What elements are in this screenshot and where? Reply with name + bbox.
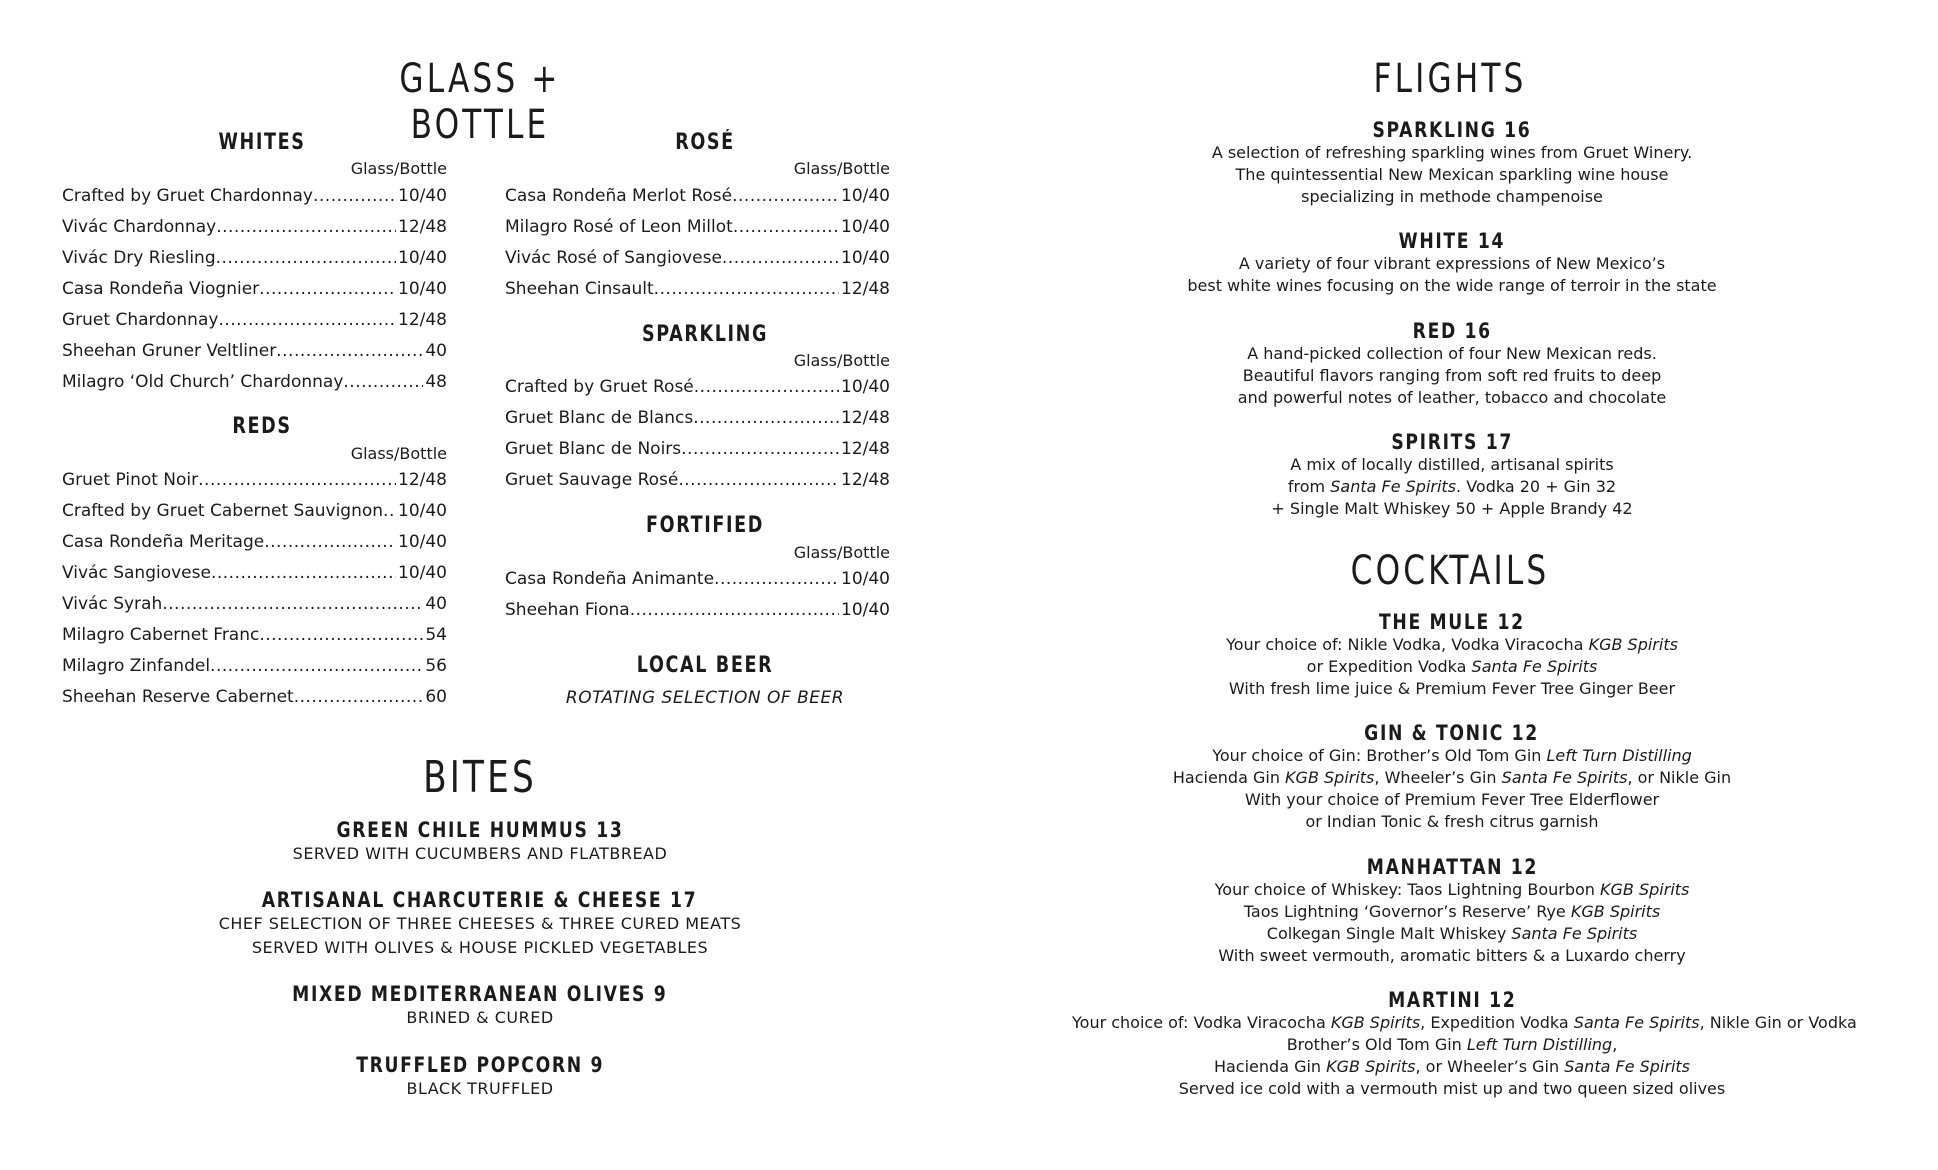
wine-name: Sheehan Fiona	[505, 600, 630, 620]
dot-leader	[343, 372, 423, 392]
wine-row	[505, 279, 890, 310]
menu-item-description: specializing in methode champenoise	[1301, 187, 1603, 206]
wine-row	[62, 279, 447, 310]
wine-row	[62, 248, 447, 279]
wine-name: Crafted by Gruet Cabernet Sauvignon	[62, 501, 384, 521]
wine-name: Vivác Chardonnay	[62, 217, 217, 237]
wine-name: Gruet Blanc de Blancs	[505, 408, 694, 428]
menu-item-description: Your choice of Whiskey: Taos Lightning Bourbon KGB Spirits	[1214, 880, 1690, 899]
menu-item-title: MANHATTAN 12	[1366, 855, 1538, 879]
wine-row	[62, 687, 447, 718]
wine-name: Casa Rondeña Viognier	[62, 279, 260, 299]
wine-name: Vivác Sangiovese	[62, 563, 211, 583]
wine-row	[62, 501, 447, 532]
wine-price: 10/40	[841, 248, 890, 268]
wine-name: Milagro Zinfandel	[62, 656, 211, 676]
menu-item-description: A mix of locally distilled, artisanal spirits	[1290, 455, 1614, 474]
menu-item-title: THE MULE 12	[1379, 610, 1525, 634]
dot-leader	[678, 470, 839, 490]
wine-price: 60	[425, 687, 447, 707]
whites-list	[62, 186, 447, 403]
sparkling-glass-bottle-label: Glass/Bottle	[793, 351, 890, 370]
wine-price: 12/48	[841, 439, 890, 459]
wine-name: Casa Rondeña Merlot Rosé	[505, 186, 733, 206]
dot-leader	[211, 563, 396, 583]
dot-leader	[383, 501, 396, 521]
menu-item-title: SPARKLING 16	[1372, 118, 1532, 142]
wine-price: 56	[425, 656, 447, 676]
dot-leader	[216, 217, 396, 237]
menu-item-gin-tonic	[1072, 721, 1832, 833]
flights-title: FLIGHTS	[1373, 56, 1527, 102]
wine-price: 12/48	[841, 470, 890, 490]
menu-item-sparkling	[1072, 118, 1832, 208]
wine-price: 10/40	[398, 563, 447, 583]
wine-price: 10/40	[398, 532, 447, 552]
dot-leader	[681, 439, 839, 459]
wine-row	[505, 600, 890, 631]
menu-item-title: RED 16	[1412, 319, 1492, 343]
wine-price: 10/40	[841, 377, 890, 397]
reds-heading: REDS	[232, 414, 292, 439]
menu-item-description: CHEF SELECTION OF THREE CHEESES & THREE CURED MEATS	[218, 914, 742, 933]
wine-row	[505, 569, 890, 600]
wine-row	[62, 563, 447, 594]
wine-name: Milagro Rosé of Leon Millot	[505, 217, 733, 237]
dot-leader	[259, 625, 423, 645]
wine-name: Crafted by Gruet Rosé	[505, 377, 694, 397]
menu-item-description: or Expedition Vodka Santa Fe Spirits	[1306, 657, 1598, 676]
dot-leader	[216, 248, 396, 268]
wine-row	[62, 625, 447, 656]
menu-item-description: Hacienda Gin KGB Spirits, or Wheeler’s Gin Santa Fe Spirits	[1213, 1057, 1691, 1076]
wine-row	[62, 186, 447, 217]
wine-name: Sheehan Gruner Veltliner	[62, 341, 277, 361]
wine-price: 10/40	[841, 186, 890, 206]
dot-leader	[162, 594, 423, 614]
wine-price: 10/40	[398, 248, 447, 268]
wine-price: 48	[425, 372, 447, 392]
menu-item-description: or Indian Tonic & fresh citrus garnish	[1305, 812, 1599, 831]
cocktails-title: COCKTAILS	[1350, 548, 1550, 594]
wine-row	[62, 470, 447, 501]
wine-name: Sheehan Reserve Cabernet	[62, 687, 294, 707]
wine-row	[62, 594, 447, 625]
menu-item-description: Your choice of: Nikle Vodka, Vodka Viracocha KGB Spirits	[1226, 635, 1678, 654]
dot-leader	[276, 341, 423, 361]
menu-item-green-chile-hummus	[100, 818, 860, 866]
wine-price: 10/40	[841, 569, 890, 589]
local-beer-heading: LOCAL BEER	[636, 653, 774, 678]
glass-bottle-title: GLASS + BOTTLE	[399, 56, 561, 148]
wine-name: Casa Rondeña Animante	[505, 569, 715, 589]
menu-item-description: A variety of four vibrant expressions of New Mexico’s	[1238, 254, 1666, 273]
wine-name: Gruet Pinot Noir	[62, 470, 199, 490]
wine-price: 40	[425, 594, 447, 614]
wine-row	[62, 532, 447, 563]
rose-list	[505, 186, 890, 310]
menu-item-description: Served ice cold with a vermouth mist up and two queen sized olives	[1178, 1079, 1726, 1098]
wine-price: 10/40	[841, 600, 890, 620]
wine-name: Vivác Dry Riesling	[62, 248, 216, 268]
wine-price: 12/48	[398, 217, 447, 237]
wine-row	[505, 186, 890, 217]
bites-title: BITES	[423, 752, 537, 803]
whites-glass-bottle-label: Glass/Bottle	[350, 159, 447, 178]
wine-price: 12/48	[398, 470, 447, 490]
wine-row	[62, 372, 447, 403]
wine-row	[505, 439, 890, 470]
wine-row	[505, 470, 890, 501]
dot-leader	[259, 279, 396, 299]
dot-leader	[722, 248, 839, 268]
reds-glass-bottle-label: Glass/Bottle	[350, 444, 447, 463]
menu-item-martini	[1072, 988, 1857, 1100]
menu-item-description: Your choice of: Vodka Viracocha KGB Spirits, Expedition Vodka Santa Fe Spirits, Nikle Gin or Vodka	[1072, 1013, 1857, 1032]
menu-item-description: With your choice of Premium Fever Tree Elderflower	[1244, 790, 1660, 809]
menu-item-the-mule	[1072, 610, 1832, 700]
dot-leader	[198, 470, 396, 490]
wine-name: Gruet Sauvage Rosé	[505, 470, 679, 490]
menu-item-red	[1072, 319, 1832, 409]
wine-price: 12/48	[398, 310, 447, 330]
rose-heading: ROSÉ	[675, 130, 735, 155]
wine-name: Gruet Blanc de Noirs	[505, 439, 682, 459]
dot-leader	[732, 186, 839, 206]
menu-item-title: MARTINI 12	[1387, 988, 1517, 1012]
menu-item-description: Taos Lightning ‘Governor’s Reserve’ Rye KGB Spirits	[1243, 902, 1661, 921]
wine-price: 12/48	[841, 408, 890, 428]
menu-item-title: GREEN CHILE HUMMUS 13	[336, 818, 624, 842]
wine-name: Milagro ‘Old Church’ Chardonnay	[62, 372, 344, 392]
wine-name: Vivác Syrah	[62, 594, 163, 614]
wine-row	[62, 310, 447, 341]
menu-item-description: best white wines focusing on the wide range of terroir in the state	[1187, 276, 1717, 295]
wine-price: 12/48	[841, 279, 890, 299]
menu-item-description: A selection of refreshing sparkling wines from Gruet Winery.	[1211, 143, 1693, 162]
dot-leader	[264, 532, 396, 552]
sparkling-heading: SPARKLING	[641, 322, 769, 347]
local-beer-subtitle: ROTATING SELECTION OF BEER	[565, 688, 845, 708]
dot-leader	[294, 687, 424, 707]
dot-leader	[210, 656, 423, 676]
wine-name: Vivác Rosé of Sangiovese	[505, 248, 722, 268]
wine-name: Gruet Chardonnay	[62, 310, 219, 330]
menu-item-truffled-popcorn	[100, 1053, 860, 1101]
menu-item-description: BRINED & CURED	[406, 1008, 554, 1027]
menu-item-title: GIN & TONIC 12	[1364, 721, 1540, 745]
dot-leader	[694, 377, 839, 397]
menu-item-description: With fresh lime juice & Premium Fever Tree Ginger Beer	[1228, 679, 1676, 698]
reds-list	[62, 470, 447, 718]
menu-item-title: MIXED MEDITERRANEAN OLIVES 9	[292, 982, 668, 1006]
menu-item-description: Colkegan Single Malt Whiskey Santa Fe Spirits	[1266, 924, 1638, 943]
wine-name: Casa Rondeña Meritage	[62, 532, 265, 552]
wine-row	[505, 248, 890, 279]
wine-row	[62, 341, 447, 372]
dot-leader	[218, 310, 396, 330]
dot-leader	[693, 408, 839, 428]
whites-heading: WHITES	[218, 130, 306, 155]
wine-name: Sheehan Cinsault	[505, 279, 654, 299]
wine-row	[62, 217, 447, 248]
wine-name: Milagro Cabernet Franc	[62, 625, 260, 645]
fortified-heading: FORTIFIED	[646, 513, 764, 538]
fortified-list	[505, 569, 890, 631]
menu-item-description: SERVED WITH OLIVES & HOUSE PICKLED VEGETABLES	[251, 938, 709, 957]
menu-item-description: + Single Malt Whiskey 50 + Apple Brandy 42	[1271, 499, 1633, 518]
menu-item-description: BLACK TRUFFLED	[406, 1079, 554, 1098]
menu-item-mixed-mediterranean-olives	[100, 982, 860, 1030]
fortified-glass-bottle-label: Glass/Bottle	[793, 543, 890, 562]
menu-item-description: With sweet vermouth, aromatic bitters & a Luxardo cherry	[1218, 946, 1686, 965]
wine-row	[505, 408, 890, 439]
wine-row	[505, 217, 890, 248]
wine-price: 10/40	[398, 279, 447, 299]
rose-glass-bottle-label: Glass/Bottle	[793, 159, 890, 178]
menu-item-description: and powerful notes of leather, tobacco and chocolate	[1237, 388, 1667, 407]
menu-item-spirits	[1072, 430, 1832, 520]
dot-leader	[654, 279, 839, 299]
menu-item-title: ARTISANAL CHARCUTERIE & CHEESE 17	[262, 888, 698, 912]
wine-price: 54	[425, 625, 447, 645]
menu-item-title: SPIRITS 17	[1391, 430, 1513, 454]
dot-leader	[630, 600, 839, 620]
menu-item-description: The quintessential New Mexican sparkling wine house	[1235, 165, 1669, 184]
wine-row	[62, 656, 447, 687]
menu-item-description: Brother’s Old Tom Gin Left Turn Distilling,	[1286, 1035, 1618, 1054]
menu-item-description: Your choice of Gin: Brother’s Old Tom Gin Left Turn Distilling	[1212, 746, 1692, 765]
sparkling-list	[505, 377, 890, 501]
dot-leader	[733, 217, 839, 237]
menu-item-description: A hand-picked collection of four New Mexican reds.	[1247, 344, 1657, 363]
menu-item-manhattan	[1072, 855, 1832, 967]
wine-price: 40	[425, 341, 447, 361]
wine-price: 10/40	[841, 217, 890, 237]
menu-item-description: SERVED WITH CUCUMBERS AND FLATBREAD	[292, 844, 668, 863]
menu-item-title: WHITE 14	[1398, 229, 1506, 253]
wine-row	[505, 377, 890, 408]
wine-price: 10/40	[398, 186, 447, 206]
dot-leader	[714, 569, 839, 589]
wine-price: 10/40	[398, 501, 447, 521]
menu-item-description: from Santa Fe Spirits. Vodka 20 + Gin 32	[1287, 477, 1617, 496]
menu-item-description: Beautiful flavors ranging from soft red fruits to deep	[1242, 366, 1662, 385]
dot-leader	[313, 186, 396, 206]
menu-item-description: Hacienda Gin KGB Spirits, Wheeler’s Gin Santa Fe Spirits, or Nikle Gin	[1172, 768, 1732, 787]
menu-item-artisanal-charcuterie-cheese	[100, 888, 860, 960]
menu-item-white	[1072, 229, 1832, 297]
menu-item-title: TRUFFLED POPCORN 9	[356, 1053, 604, 1077]
wine-name: Crafted by Gruet Chardonnay	[62, 186, 313, 206]
